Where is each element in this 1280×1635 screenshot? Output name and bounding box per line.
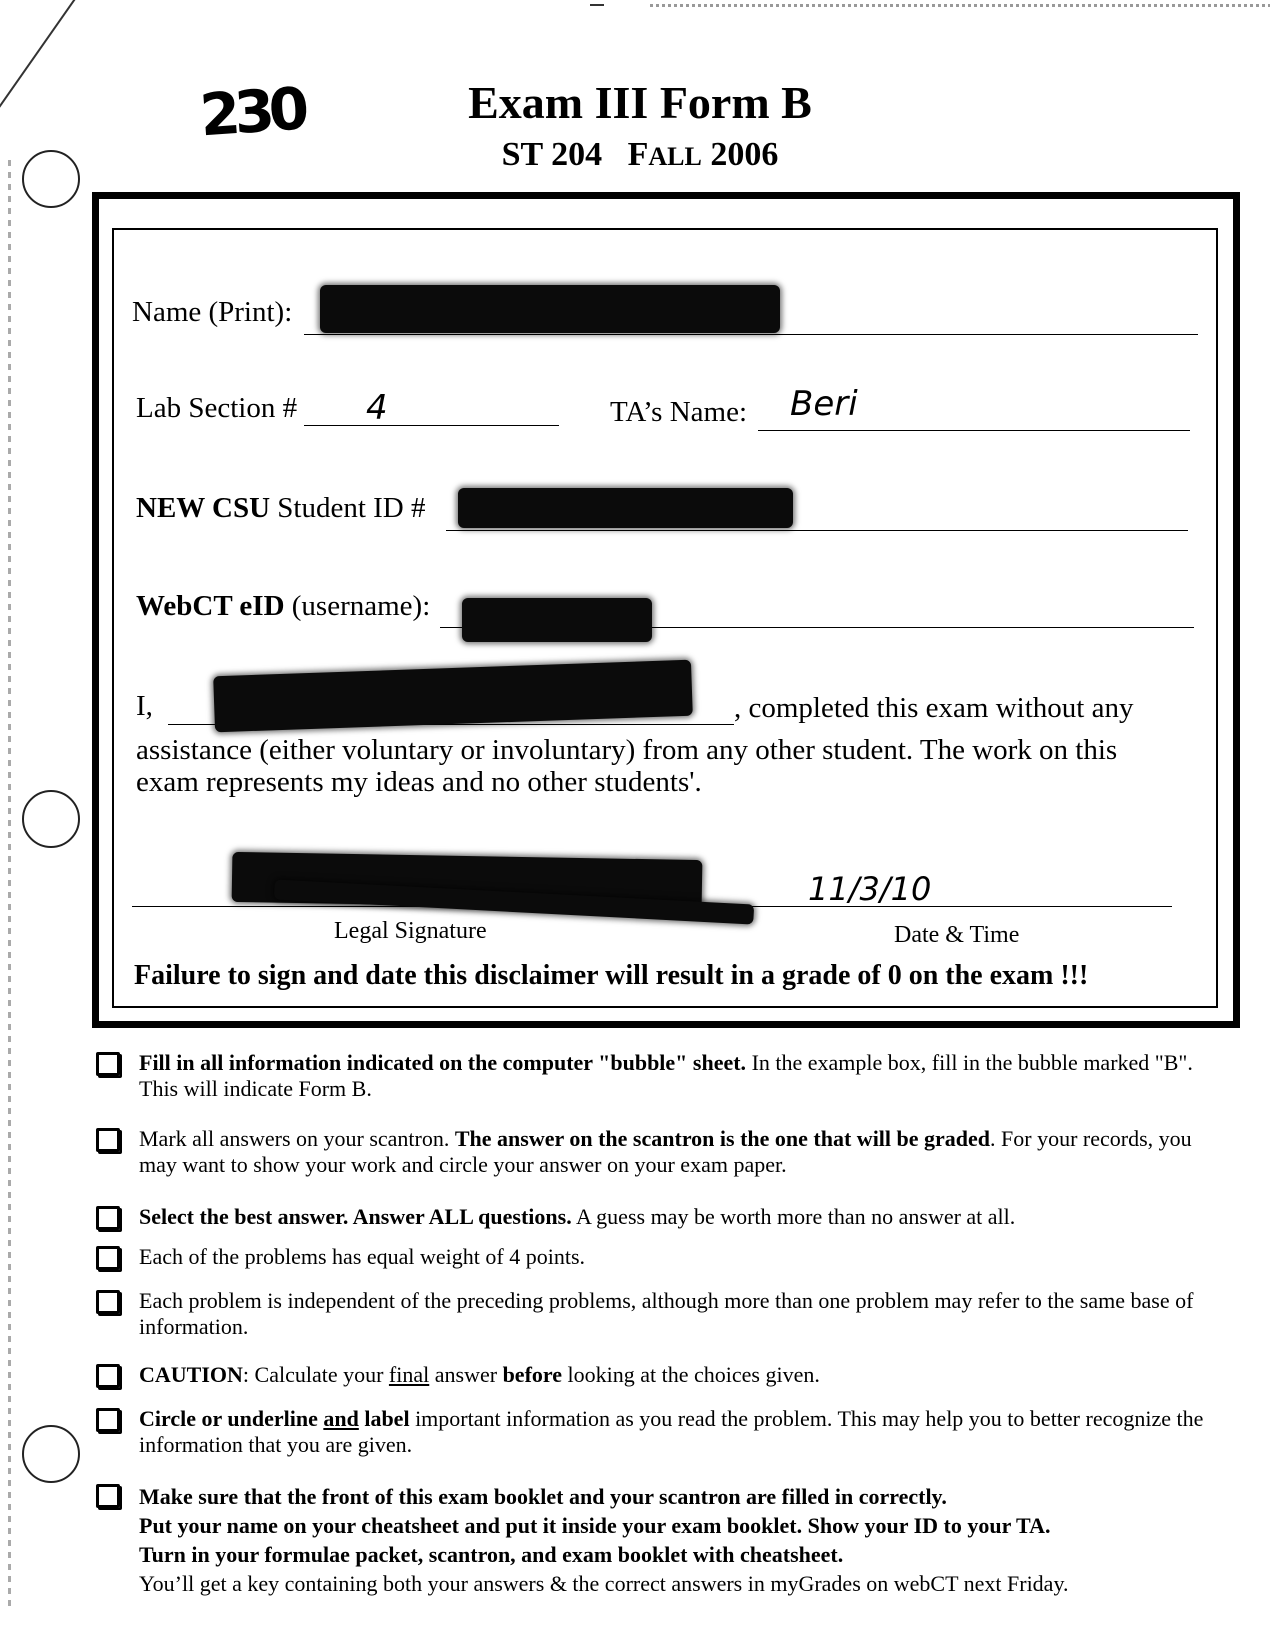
punch-hole-bottom [22,1425,80,1483]
checkbox-icon[interactable] [96,1128,120,1152]
lab-section-label: Lab Section # [136,392,298,424]
punch-hole-middle [22,790,80,848]
term-rest: ALL [648,142,702,171]
checkbox-icon[interactable] [96,1052,120,1076]
redaction-name [320,285,780,333]
date-value: 11/3/10 [808,870,932,908]
webct-label-bold: WebCT eID [136,590,285,622]
signature-label: Legal Signature [334,918,487,944]
student-id-label-rest: Student ID # [277,492,426,524]
course-term [0,136,1280,174]
webct-label [136,590,430,623]
scan-left-edge [8,160,11,1610]
name-field-line[interactable] [304,334,1198,335]
lab-section-field-line[interactable] [304,425,559,426]
student-id-field-line[interactable] [446,530,1188,531]
checkbox-icon[interactable] [96,1206,120,1230]
checkbox-icon[interactable] [96,1408,120,1432]
course-code: ST 204 [501,136,603,173]
student-id-label-bold: NEW CSU [136,492,271,524]
scan-streak [650,4,1270,7]
redaction-student-id [458,488,793,528]
checkbox-icon[interactable] [96,1290,120,1314]
pledge-prefix: I, [136,690,153,722]
name-label: Name (Print): [132,296,293,328]
pledge-line-2: assistance (either voluntary or involuntary) from any other student. The work on this [136,734,1118,766]
ta-name-label: TA’s Name: [610,396,748,428]
scan-mark [590,4,604,6]
exam-title: Exam III Form B [468,77,812,128]
student-id-label [136,492,426,525]
checkbox-icon[interactable] [96,1246,120,1270]
checkbox-icon[interactable] [96,1364,120,1388]
redaction-webct [462,598,652,642]
ta-name-value: Beri [790,384,858,424]
handwritten-exam-number: 230 [197,74,306,150]
ta-name-field-line[interactable] [758,430,1190,431]
disclaimer-warning: Failure to sign and date this disclaimer will result in a grade of 0 on the exam !!! [134,960,1089,991]
checkbox-icon[interactable] [96,1484,120,1508]
term-initial: F [627,136,649,173]
pledge-suffix: , completed this exam without any [734,692,1134,724]
lab-section-value: 4 [366,388,388,428]
webct-label-rest: (username): [291,590,431,622]
pledge-line-3: exam represents my ideas and no other students'. [136,766,702,798]
term-year: 2006 [710,136,779,173]
date-time-label: Date & Time [894,922,1020,948]
